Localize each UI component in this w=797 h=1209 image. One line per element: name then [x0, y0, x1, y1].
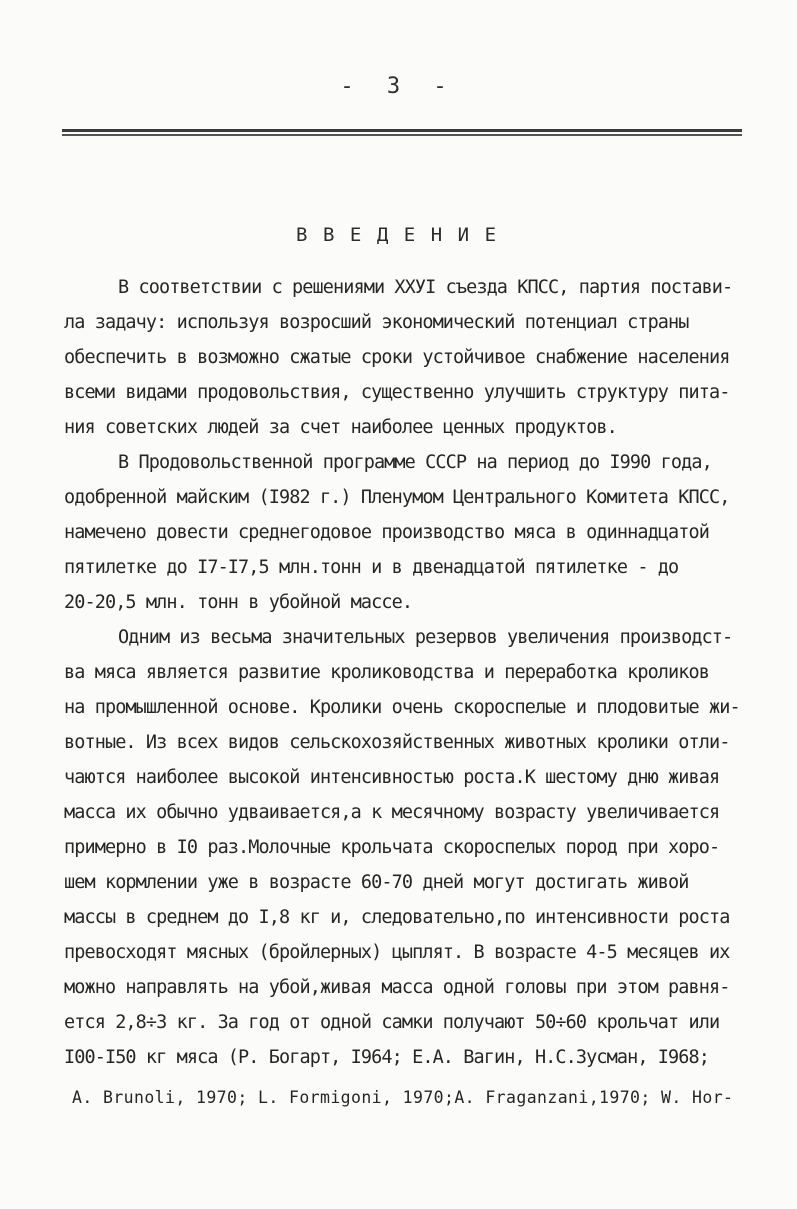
header-rule-lower	[62, 134, 742, 136]
text-line: Одним из весьма значительных резервов увеличения производст-	[118, 627, 733, 648]
text-line: В Продовольственной программе СССР на период до I990 года,	[118, 452, 712, 473]
text-line: массы в среднем до I,8 кг и, следовательно,по интенсивности роста	[64, 907, 730, 928]
text-line: 20-20,5 млн. тонн в убойной массе.	[64, 592, 413, 613]
text-line: на промышленной основе. Кролики очень скороспелые и плодовитые жи-	[64, 697, 740, 718]
text-line: ния советских людей за счет наиболее ценных продуктов.	[64, 417, 617, 438]
page-number: - 3 -	[340, 74, 457, 99]
citation-line: A. Brunoli, 1970; L. Formigoni, 1970;A. Fraganzani,1970; W. Hor-	[72, 1088, 734, 1107]
text-line: можно направлять на убой,живая масса одной головы при этом равня-	[64, 977, 730, 998]
text-line: обеспечить в возможно сжатые сроки устойчивое снабжение населения	[64, 347, 730, 368]
section-heading: ВВЕДЕНИЕ	[296, 224, 512, 246]
text-line: вотные. Из всех видов сельскохозяйственных животных кролики отли-	[64, 732, 730, 753]
text-line: чаются наиболее высокой интенсивностью роста.К шестому дню живая	[64, 767, 720, 788]
text-line: пятилетке до I7-I7,5 млн.тонн и в двенадцатой пятилетке - до	[64, 557, 679, 578]
header-rule	[62, 129, 742, 132]
text-line: всеми видами продовольствия, существенно улучшить структуру пита-	[64, 382, 730, 403]
text-line: В соответствии с решениями ХХУI съезда КПСС, партия постави-	[118, 277, 733, 298]
text-line: масса их обычно удваивается,а к месячному возрасту увеличивается	[64, 802, 720, 823]
text-line: ется 2,8÷3 кг. За год от одной самки получают 50÷60 крольчат или	[64, 1012, 720, 1033]
text-line: намечено довести среднегодовое производство мяса в одиннадцатой	[64, 522, 709, 543]
text-line: примерно в I0 раз.Молочные крольчата скороспелых пород при хоро-	[64, 837, 720, 858]
text-line: одобренной майским (I982 г.) Пленумом Центрального Комитета КПСС,	[64, 487, 730, 508]
text-line: шем кормлении уже в возрасте 60-70 дней могут достигать живой	[64, 872, 689, 893]
text-line: ла задачу: используя возросший экономический потенциал страны	[64, 312, 689, 333]
text-line: ва мяса является развитие кролиководства и переработка кроликов	[64, 662, 709, 683]
text-line: I00-I50 кг мяса (Р. Богарт, I964; Е.А. Вагин, Н.С.Зусман, I968;	[64, 1047, 709, 1068]
text-line: превосходят мясных (бройлерных) цыплят. В возрасте 4-5 месяцев их	[64, 942, 730, 963]
